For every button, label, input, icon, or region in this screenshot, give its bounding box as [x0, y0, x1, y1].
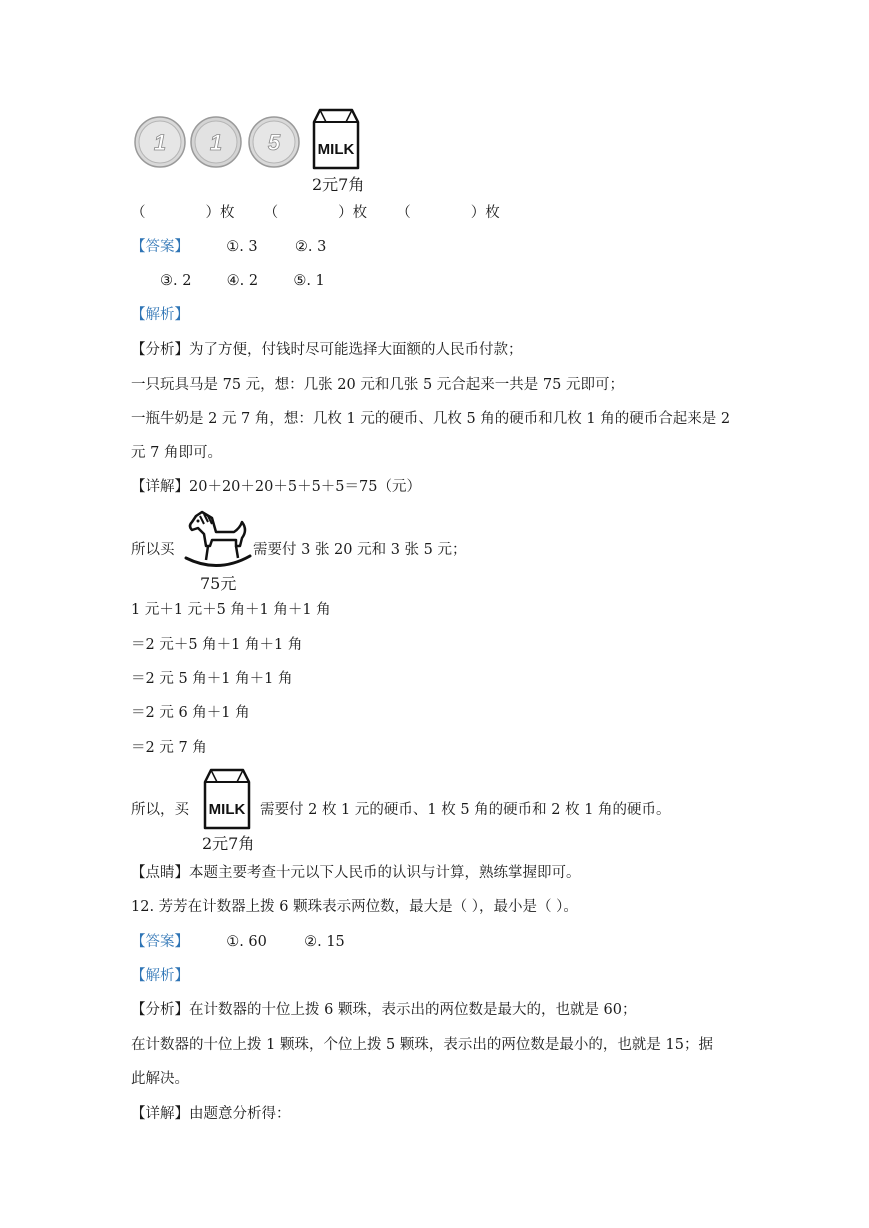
five-jiao-coin-icon [248, 116, 300, 168]
calc-line: ＝2 元＋5 角＋1 角＋1 角 [131, 637, 303, 653]
one-jiao-coin-icon [190, 116, 242, 168]
calc-line: ＝2 元 5 角＋1 角＋1 角 [131, 671, 293, 687]
q12-xiangjie-line: 【详解】由题意分析得： [131, 1106, 291, 1122]
rocking-horse-icon [182, 508, 254, 570]
fenxi-line: 【分析】为了方便，付钱时尽可能选择大面额的人民币付款； [131, 342, 523, 358]
q12-line-3: 此解决。 [131, 1071, 189, 1087]
analysis-tag: 【解析】 [131, 307, 189, 323]
horse-price-caption: 75元 [200, 574, 237, 593]
horse-reasoning-line: 一只玩具马是 75 元，想：几张 20 元和几张 5 元合起来一共是 75 元即可； [131, 377, 624, 393]
q12-line-2: 在计数器的十位上拨 1 颗珠，个位上拨 5 颗珠，表示出的两位数是最小的，也就是 15；据 [131, 1037, 713, 1053]
question-12: 12. 芳芳在计数器上拨 6 颗珠表示两位数，最大是（ ），最小是（ ）。 [131, 899, 578, 915]
suoyi-mai2-label: 所以，买 [131, 802, 189, 818]
calc-line: 1 元＋1 元＋5 角＋1 角＋1 角 [131, 602, 331, 618]
q12-fenxi-line: 【分析】在计数器的十位上拨 6 颗珠，表示出的两位数是最大的，也就是 60； [131, 1002, 637, 1018]
calc-line: ＝2 元 7 角 [131, 740, 207, 756]
milk-reasoning-line-2: 元 7 角即可。 [131, 445, 222, 461]
milk-reasoning-line-1: 一瓶牛奶是 2 元 7 角，想：几枚 1 元的硬币、几枚 5 角的硬币和几枚 1 角的硬币合起来是 2 [131, 411, 731, 427]
calc-line: ＝2 元 6 角＋1 角 [131, 705, 250, 721]
answer-row-1: 【答案】 ①. 3 ②. 3 [131, 239, 327, 255]
milk-label: MILK [317, 141, 355, 158]
one-yuan-coin-icon [134, 116, 186, 168]
coin-value: 5 [267, 130, 281, 155]
suoyi-mai-label: 所以买 [131, 542, 175, 558]
milk-carton-icon [201, 768, 253, 830]
milk-pay-text: 需要付 2 枚 1 元的硬币、1 枚 5 角的硬币和 2 枚 1 角的硬币。 [260, 802, 671, 818]
q12-answer-row: 【答案】 ①. 60 ②. 15 [131, 934, 345, 950]
coin-value: 1 [209, 130, 223, 155]
dianjing-line: 【点睛】本题主要考查十元以下人民币的认识与计算，熟练掌握即可。 [131, 865, 581, 881]
milk-carton-icon [310, 108, 362, 170]
q12-analysis-tag: 【解析】 [131, 968, 189, 984]
horse-pay-text: 需要付 3 张 20 元和 3 张 5 元； [253, 542, 467, 558]
milk-label: MILK [208, 801, 246, 818]
coin-value: 1 [153, 130, 167, 155]
xiangjie-line: 【详解】20＋20＋20＋5＋5＋5＝75（元） [131, 479, 421, 495]
milk-price2-caption: 2元7角 [202, 834, 255, 853]
milk-price-caption: 2元7角 [312, 175, 365, 194]
answer-row-2: ③. 2 ④. 2 ⑤. 1 [160, 273, 325, 289]
blank-row: （ ）枚 （ ）枚 （ ）枚 [131, 205, 500, 221]
